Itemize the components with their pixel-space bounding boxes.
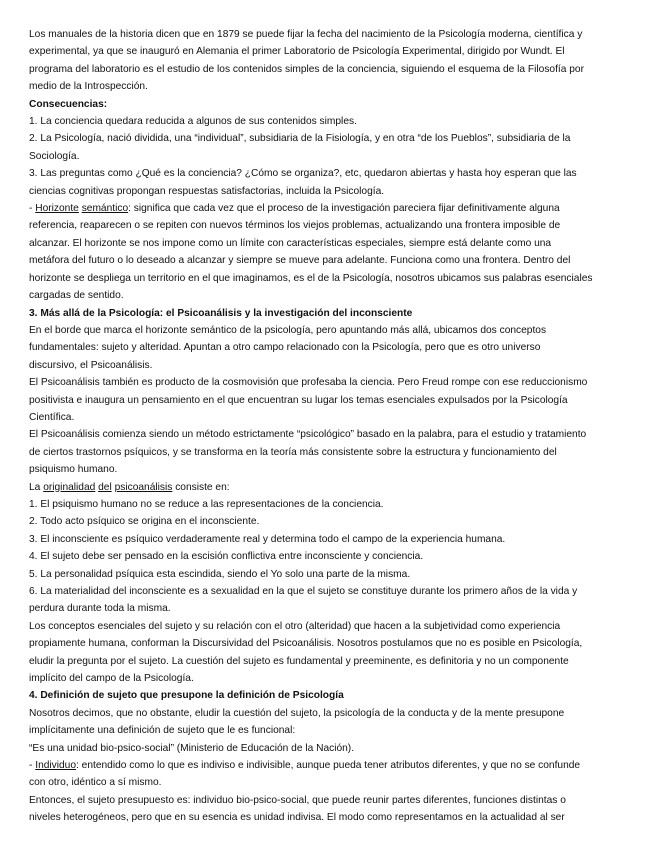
text-line: Los conceptos esenciales del sujeto y su relación con el otro (alteridad) que hacen a la subjetividad como experiencia bbox=[29, 620, 561, 632]
text-line: niveles heterogéneos, pero que en su esencia es unidad indivisa. El modo como representamos en la actualidad al ser bbox=[29, 812, 565, 824]
originalidad-intro bbox=[29, 479, 627, 496]
list-item: ciencias cognitivas propongan respuestas satisfactorias, incluida la Psicología. bbox=[29, 185, 385, 197]
text-line: implícitamente una definición de sujeto que le es funcional: bbox=[29, 725, 296, 737]
horizonte-term: Horizonte bbox=[35, 203, 79, 215]
text-line: psiquismo humano. bbox=[29, 464, 118, 476]
horizonte-definition bbox=[29, 200, 627, 304]
text-line bbox=[29, 757, 627, 774]
quote-line: “Es una unidad bio-psico-social” (Ministerio de Educación de la Nación). bbox=[29, 742, 355, 754]
del-term: del bbox=[98, 481, 112, 493]
text-line: programa del laboratorio es el estudio de los contenidos simples de la conciencia, siguiendo el esquema de la Filosofía por bbox=[29, 63, 584, 75]
text-line: cargadas de sentido. bbox=[29, 290, 124, 302]
list-item: 6. La materialidad del inconsciente es a sexualidad en la que el sujeto se constituye durante los primero años de la vida y bbox=[29, 586, 578, 597]
text-line: horizonte se despliega un territorio en el que imaginamos, es el de la Psicología, nosotros ubicamos sus palabras esenciales bbox=[29, 272, 593, 284]
text-line: referencia, reaparecen o se repiten con nuevos términos los viejos problemas, actualizando una frontera imposible de bbox=[29, 220, 561, 232]
text-line: fundamentales: sujeto y alteridad. Apuntan a otro campo relacionado con la Psicología, pero que es otro universo bbox=[29, 342, 541, 354]
text-line: El Psicoanálisis también es producto de la cosmovisión que profesaba la ciencia. Pero Freud rompe con ese reduccionismo bbox=[29, 377, 588, 389]
text-line: En el borde que marca el horizonte semántico de la psicología, pero apuntando más allá, ubicamos dos conceptos bbox=[29, 324, 547, 336]
consecuencias-list bbox=[29, 113, 627, 200]
list-item: perdura durante toda la misma. bbox=[29, 603, 171, 615]
text-line: experimental, ya que se inauguró en Alemania el primer Laboratorio de Psicología Experimental, dirigido por Wundt. El bbox=[29, 46, 565, 58]
intro-paragraph bbox=[29, 26, 627, 96]
text-line: discursivo, el Psicoanálisis. bbox=[29, 359, 153, 371]
text-line: Nosotros decimos, que no obstante, eludir la cuestión del sujeto, la psicología de la conducta y de la mente presupone bbox=[29, 707, 565, 719]
text-line bbox=[29, 200, 627, 217]
dash-prefix: - bbox=[29, 203, 36, 215]
text-line: con otro, idéntico a sí mismo. bbox=[29, 777, 162, 789]
text-line: Entonces, el sujeto presupuesto es: individuo bio-psico-social, que puede reunir partes diferentes, funciones distintas o bbox=[29, 794, 566, 806]
text-line: implícito del campo de la Psicología. bbox=[29, 673, 194, 685]
definition-text: : significa que cada vez que el proceso de la investigación pareciera fijar definitivamente alguna bbox=[128, 203, 560, 215]
list-item: Sociología. bbox=[29, 150, 80, 162]
text-line: medio de la Introspección. bbox=[29, 81, 148, 93]
list-item: 3. El inconsciente es psíquico verdaderamente real y determina todo el campo de la experiencia humana. bbox=[29, 533, 506, 545]
list-item: 5. La personalidad psíquica esta escindida, siendo el Yo solo una parte de la misma. bbox=[29, 568, 411, 580]
section-3-body bbox=[29, 322, 627, 479]
word: La bbox=[29, 481, 41, 493]
text-line: El Psicoanálisis comienza siendo un método estrictamente “psicológico” basado en la palabra, para el estudio y tratamiento bbox=[29, 429, 587, 441]
section-4-body bbox=[29, 705, 627, 757]
originalidad-term: originalidad bbox=[43, 481, 96, 493]
text-line: Científica. bbox=[29, 411, 75, 423]
psicoanalisis-term: psicoanálisis bbox=[114, 481, 173, 493]
text-line: eludir la pregunta por el sujeto. La cuestión del sujeto es fundamental y preeminente, es definitoria y no un componente bbox=[29, 655, 569, 667]
text-line: alcanzar. El horizonte se nos impone como un límite con características especiales, siempre está delante como una bbox=[29, 237, 552, 249]
text-line: propiamente humana, conforman la Discursividad del Psicoanálisis. Nosotros postulamos que no es posible en Psicología, bbox=[29, 638, 583, 650]
section-3-heading: 3. Más allá de la Psicología: el Psicoanálisis y la investigación del inconsciente bbox=[29, 307, 413, 319]
individuo-term: Individuo bbox=[35, 760, 77, 772]
list-item: 4. El sujeto debe ser pensado en la escisión conflictiva entre inconsciente y conciencia. bbox=[29, 551, 424, 563]
text-line: positivista e inaugura un pensamiento en el que encuentran su lugar los temas esenciales expulsados por la Psicología bbox=[29, 394, 568, 406]
list-item: 1. El psiquismo humano no se reduce a las representaciones de la conciencia. bbox=[29, 498, 384, 510]
dash-prefix: - bbox=[29, 760, 36, 772]
list-item: 2. La Psicología, nació dividida, una “individual”, subsidiaria de la Fisiología, y en otra “de los Pueblos”, subsidiaria de la bbox=[29, 133, 571, 145]
text-line: metáfora del futuro o lo deseado a alcanzar y siempre se mueve para adelante. Funciona como una frontera. Dentro del bbox=[29, 255, 571, 267]
list-item: 1. La conciencia quedara reducida a algunos de sus contenidos simples. bbox=[29, 116, 357, 128]
originalidad-list bbox=[29, 496, 627, 687]
text-line: Los manuales de la historia dicen que en 1879 se puede fijar la fecha del nacimiento de la Psicología moderna, científica y bbox=[29, 29, 583, 40]
definition-text: : entendido como lo que es indiviso e indivisible, aunque pueda tener atributos diferentes, y que no se confunde bbox=[76, 760, 581, 772]
list-item: 2. Todo acto psíquico se origina en el inconsciente. bbox=[29, 516, 260, 528]
text-line: de ciertos trastornos psíquicos, y se transforma en la teoría más consistente sobre la estructura y funcionamiento del bbox=[29, 446, 557, 458]
section-4-heading: 4. Definición de sujeto que presupone la definición de Psicología bbox=[29, 690, 344, 702]
semantico-term: semántico bbox=[81, 203, 129, 215]
consecuencias-heading: Consecuencias: bbox=[29, 98, 108, 110]
list-item: 3. Las preguntas como ¿Qué es la conciencia? ¿Cómo se organiza?, etc, quedaron abiertas y hasta hoy esperan que las bbox=[29, 168, 577, 180]
individuo-definition bbox=[29, 757, 627, 827]
word: consiste en: bbox=[175, 481, 230, 493]
